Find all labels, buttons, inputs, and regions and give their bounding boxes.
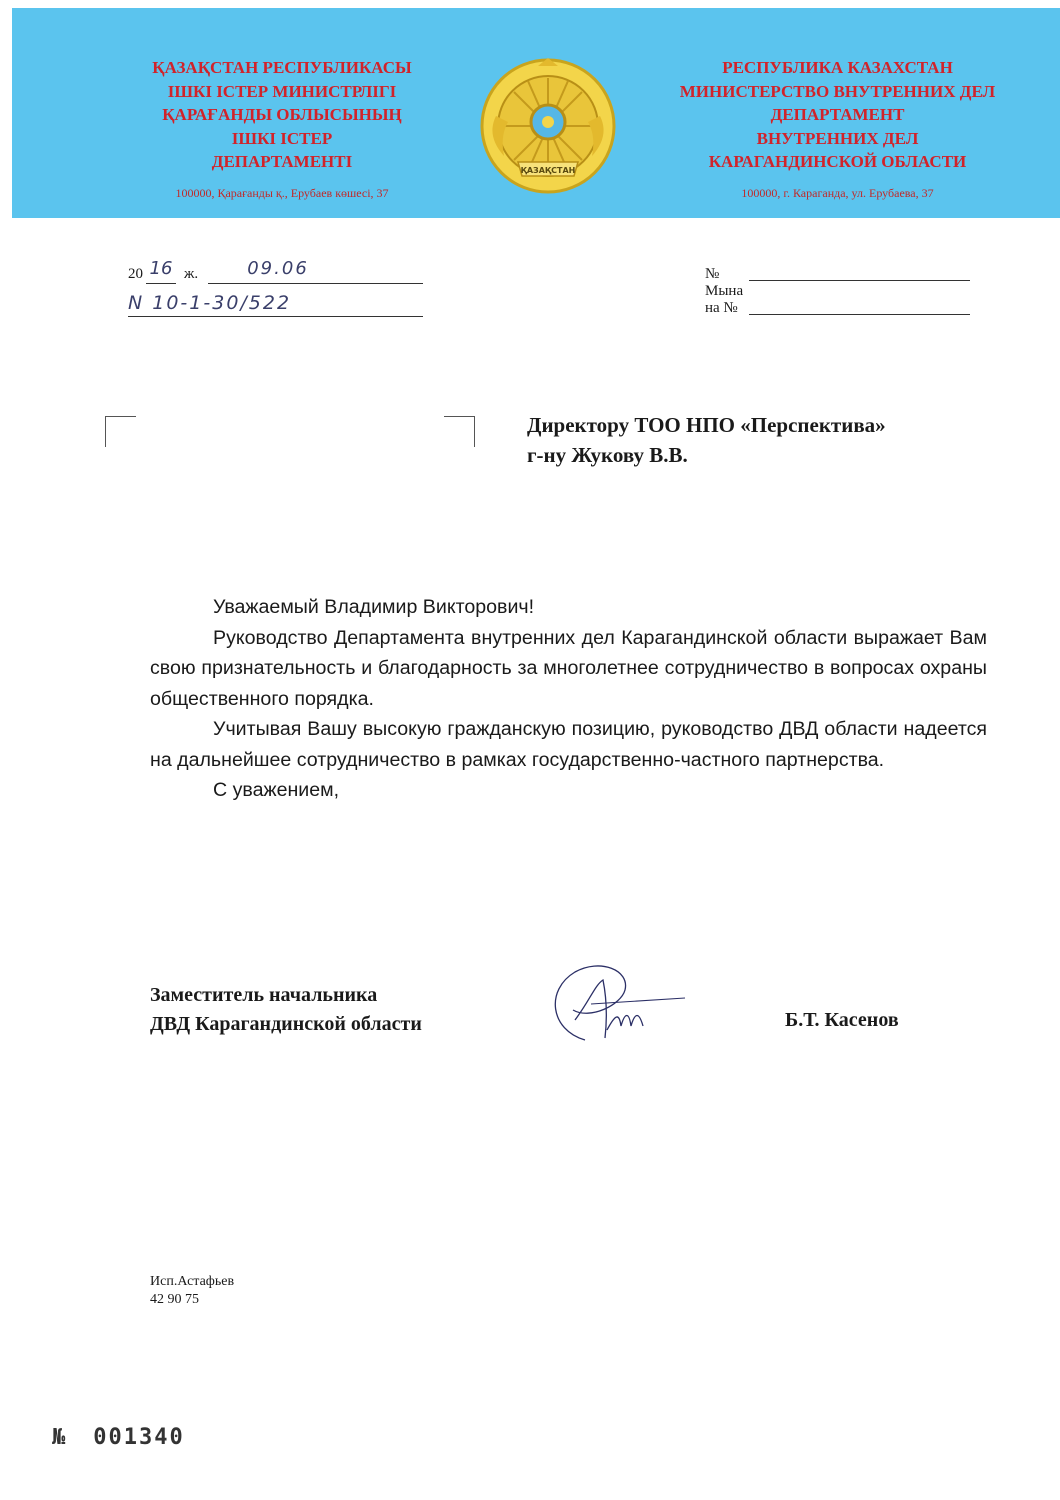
reference-block bbox=[705, 266, 975, 317]
letterhead-kazakh-line: ІШКІ ІСТЕР МИНИСТРЛІГІ bbox=[167, 81, 397, 101]
reply-number-line bbox=[749, 314, 970, 315]
addressee bbox=[527, 410, 886, 470]
letterhead-russian-line: КАРАГАНДИНСКОЙ ОБЛАСТИ bbox=[708, 152, 967, 171]
executor-info bbox=[150, 1273, 234, 1309]
letterhead-russian-line: РЕСПУБЛИКА КАЗАХСТАН bbox=[722, 58, 953, 77]
address-corner-right bbox=[444, 416, 475, 447]
number-handwritten: N 10-1-30/522 bbox=[128, 292, 292, 314]
serial-number bbox=[52, 1425, 185, 1450]
number-underline bbox=[128, 316, 423, 317]
executor-phone: 42 90 75 bbox=[150, 1292, 199, 1307]
address-corner-left bbox=[105, 416, 136, 447]
year-underline bbox=[146, 283, 176, 284]
letterhead-russian-line: ВНУТРЕННИХ ДЕЛ bbox=[756, 128, 919, 148]
reply-number-label: на № bbox=[705, 300, 738, 316]
year-handwritten: 16 bbox=[149, 258, 173, 279]
letter-body bbox=[150, 592, 987, 806]
date-handwritten: 09.06 bbox=[247, 258, 309, 279]
body-paragraph: Учитывая Вашу высокую гражданскую позицию, руководство ДВД области надеется на дальнейшее сотрудничество в рамках государственно-частного партнерства. bbox=[150, 718, 987, 771]
registration-date bbox=[128, 258, 428, 288]
letterhead-kazakh-line: ДЕПАРТАМЕНТІ bbox=[211, 152, 353, 171]
state-emblem-icon bbox=[478, 56, 618, 196]
closing: С уважением, bbox=[213, 779, 340, 801]
date-underline bbox=[208, 283, 423, 284]
signatory-title bbox=[150, 981, 422, 1039]
letterhead-kazakh-line: ҚАЗАҚСТАН РЕСПУБЛИКАСЫ bbox=[152, 58, 412, 77]
reply-label: Мына bbox=[705, 283, 744, 299]
letterhead-kazakh-line: ІШКІ ІСТЕР bbox=[231, 128, 333, 148]
signatory-title-line: Заместитель начальника bbox=[150, 984, 378, 1006]
letterhead-russian-line: МИНИСТЕРСТВО ВНУТРЕННИХ ДЕЛ bbox=[679, 81, 996, 101]
letterhead-russian bbox=[640, 56, 1035, 174]
signatory-name: Б.Т. Касенов bbox=[785, 1009, 899, 1031]
year-prefix: 20 bbox=[128, 266, 143, 282]
salutation: Уважаемый Владимир Викторович! bbox=[213, 596, 535, 618]
signatory-title-line: ДВД Карагандинской области bbox=[150, 1013, 422, 1035]
reference-number-line bbox=[749, 280, 970, 281]
letterhead-kazakh-line: ҚАРАҒАНДЫ ОБЛЫСЫНЫҢ bbox=[162, 105, 402, 124]
letterhead-kazakh-address: 100000, Қарағанды қ., Ерубаев көшесі, 37 bbox=[175, 186, 389, 200]
handwritten-signature bbox=[545, 960, 695, 1050]
body-paragraph: Руководство Департамента внутренних дел Карагандинской области выражает Вам свою признательность и благодарность за многолетнее сотрудничество в вопросах охраны общественного порядка. bbox=[150, 626, 987, 710]
serial-value: 001340 bbox=[93, 1425, 185, 1450]
letterhead-russian-address: 100000, г. Караганда, ул. Ерубаева, 37 bbox=[741, 186, 934, 200]
reference-number-label: № bbox=[705, 266, 720, 282]
addressee-name: г-ну Жукову В.В. bbox=[527, 443, 688, 467]
executor-name: Исп.Астафьев bbox=[150, 1274, 235, 1289]
year-suffix: ж. bbox=[184, 266, 199, 282]
emblem-text: ҚАЗАҚСТАН bbox=[520, 166, 576, 175]
serial-label: № bbox=[52, 1425, 68, 1450]
letterhead-kazakh bbox=[112, 56, 452, 174]
letterhead-russian-line: ДЕПАРТАМЕНТ bbox=[770, 105, 905, 124]
registration-number bbox=[128, 292, 428, 320]
addressee-position: Директору ТОО НПО «Перспектива» bbox=[527, 413, 886, 437]
